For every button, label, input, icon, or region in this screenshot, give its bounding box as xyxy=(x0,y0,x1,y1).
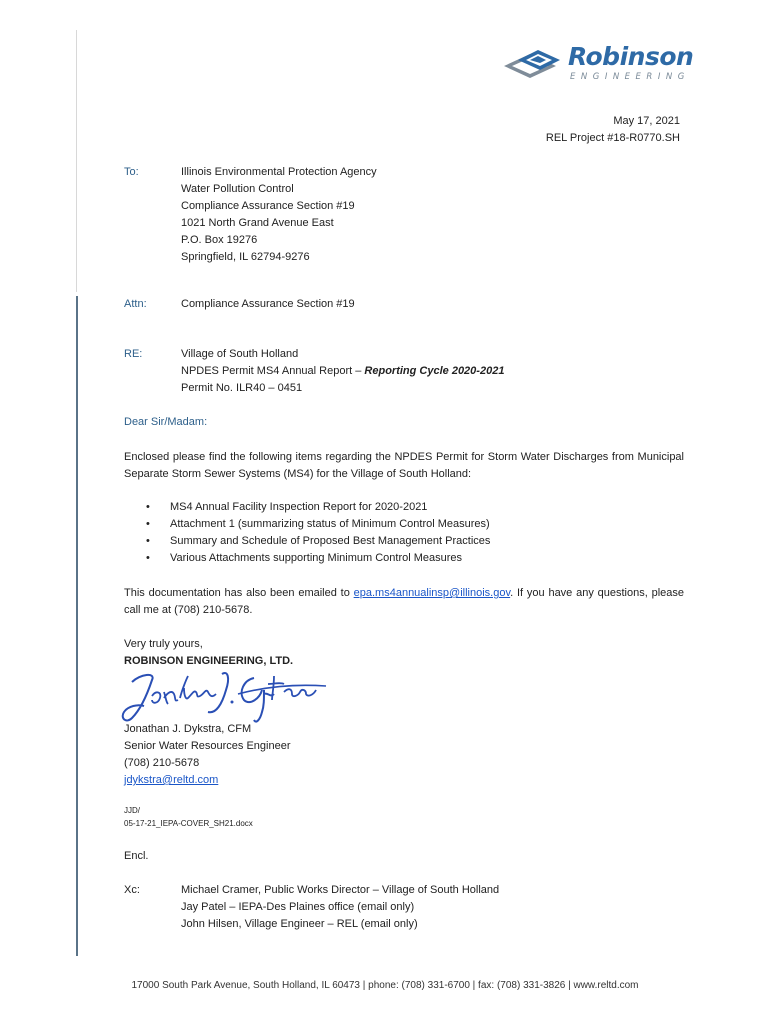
cc-recipient: John Hilsen, Village Engineer – REL (email only) xyxy=(181,918,418,930)
recipient-address xyxy=(181,164,377,266)
address-line: Compliance Assurance Section #19 xyxy=(181,200,355,212)
cc-list xyxy=(181,882,499,933)
list-item: • MS4 Annual Facility Inspection Report for 2020-2021 xyxy=(146,499,490,516)
letter-date: May 17, 2021 xyxy=(613,115,680,127)
subject-line: Village of South Holland xyxy=(181,348,299,360)
enclosure-note: Encl. xyxy=(124,850,149,862)
cc-recipient: Michael Cramer, Public Works Director – Village of South Holland xyxy=(181,884,500,896)
epa-email-link[interactable]: epa.ms4annualinsp@illinois.gov xyxy=(353,587,511,599)
attn-value: Compliance Assurance Section #19 xyxy=(181,298,355,310)
to-label: To: xyxy=(124,166,139,178)
signer-email-link[interactable]: jdykstra@reltd.com xyxy=(124,774,219,786)
margin-rule-top xyxy=(76,30,77,292)
email-suffix: . If you have any questions, please call me at (708) 210-5678. xyxy=(124,587,685,616)
letterhead-footer: 17000 South Park Avenue, South Holland, IL 60473 | phone: (708) 331-6700 | fax: (708) 331-3826 | www.reltd.com xyxy=(131,980,639,991)
list-item: • Summary and Schedule of Proposed Best Management Practices xyxy=(146,533,490,550)
salutation: Dear Sir/Madam: xyxy=(124,416,208,428)
subject-block xyxy=(181,346,504,397)
list-item: • Various Attachments supporting Minimum Control Measures xyxy=(146,550,490,567)
address-line: Springfield, IL 62794-9276 xyxy=(181,251,310,263)
logo-wordmark: Robinson xyxy=(568,42,694,71)
email-paragraph xyxy=(124,585,684,619)
permit-number: Permit No. ILR40 – 0451 xyxy=(181,382,303,394)
logo-subtitle: ENGINEERING xyxy=(570,72,690,82)
robinson-logo-mark xyxy=(500,46,566,80)
margin-rule-accent xyxy=(76,296,78,956)
address-line: 1021 North Grand Avenue East xyxy=(181,217,334,229)
signer-phone: (708) 210-5678 xyxy=(124,757,200,769)
address-line: Water Pollution Control xyxy=(181,183,294,195)
cc-label: Xc: xyxy=(124,884,140,896)
typist-initials: JJD/ xyxy=(124,806,140,815)
signer-title: Senior Water Resources Engineer xyxy=(124,740,291,752)
subject-prefix: NPDES Permit MS4 Annual Report – xyxy=(181,365,365,377)
enclosure-list xyxy=(146,499,490,567)
cc-recipient: Jay Patel – IEPA-Des Plaines office (email only) xyxy=(181,901,415,913)
list-item: • Attachment 1 (summarizing status of Minimum Control Measures) xyxy=(146,516,490,533)
intro-paragraph: Enclosed please find the following items regarding the NPDES Permit for Storm Water Discharges from Municipal Separate Storm Sewer Systems (MS4) for the Village of South Holland: xyxy=(124,451,684,480)
file-reference: 05-17-21_IEPA-COVER_SH21.docx xyxy=(124,819,253,828)
address-line: P.O. Box 19276 xyxy=(181,234,258,246)
project-number: REL Project #18-R0770.SH xyxy=(545,132,680,144)
email-prefix: This documentation has also been emailed to xyxy=(124,587,354,599)
company-name: ROBINSON ENGINEERING, LTD. xyxy=(124,655,294,667)
attn-label: Attn: xyxy=(124,298,147,310)
reporting-cycle: Reporting Cycle 2020-2021 xyxy=(364,365,505,377)
address-line: Illinois Environmental Protection Agency xyxy=(181,166,377,178)
signer-name: Jonathan J. Dykstra, CFM xyxy=(124,723,252,735)
subject-line xyxy=(181,363,504,380)
re-label: RE: xyxy=(124,348,143,360)
valediction: Very truly yours, xyxy=(124,638,203,650)
handwritten-signature xyxy=(118,668,330,726)
